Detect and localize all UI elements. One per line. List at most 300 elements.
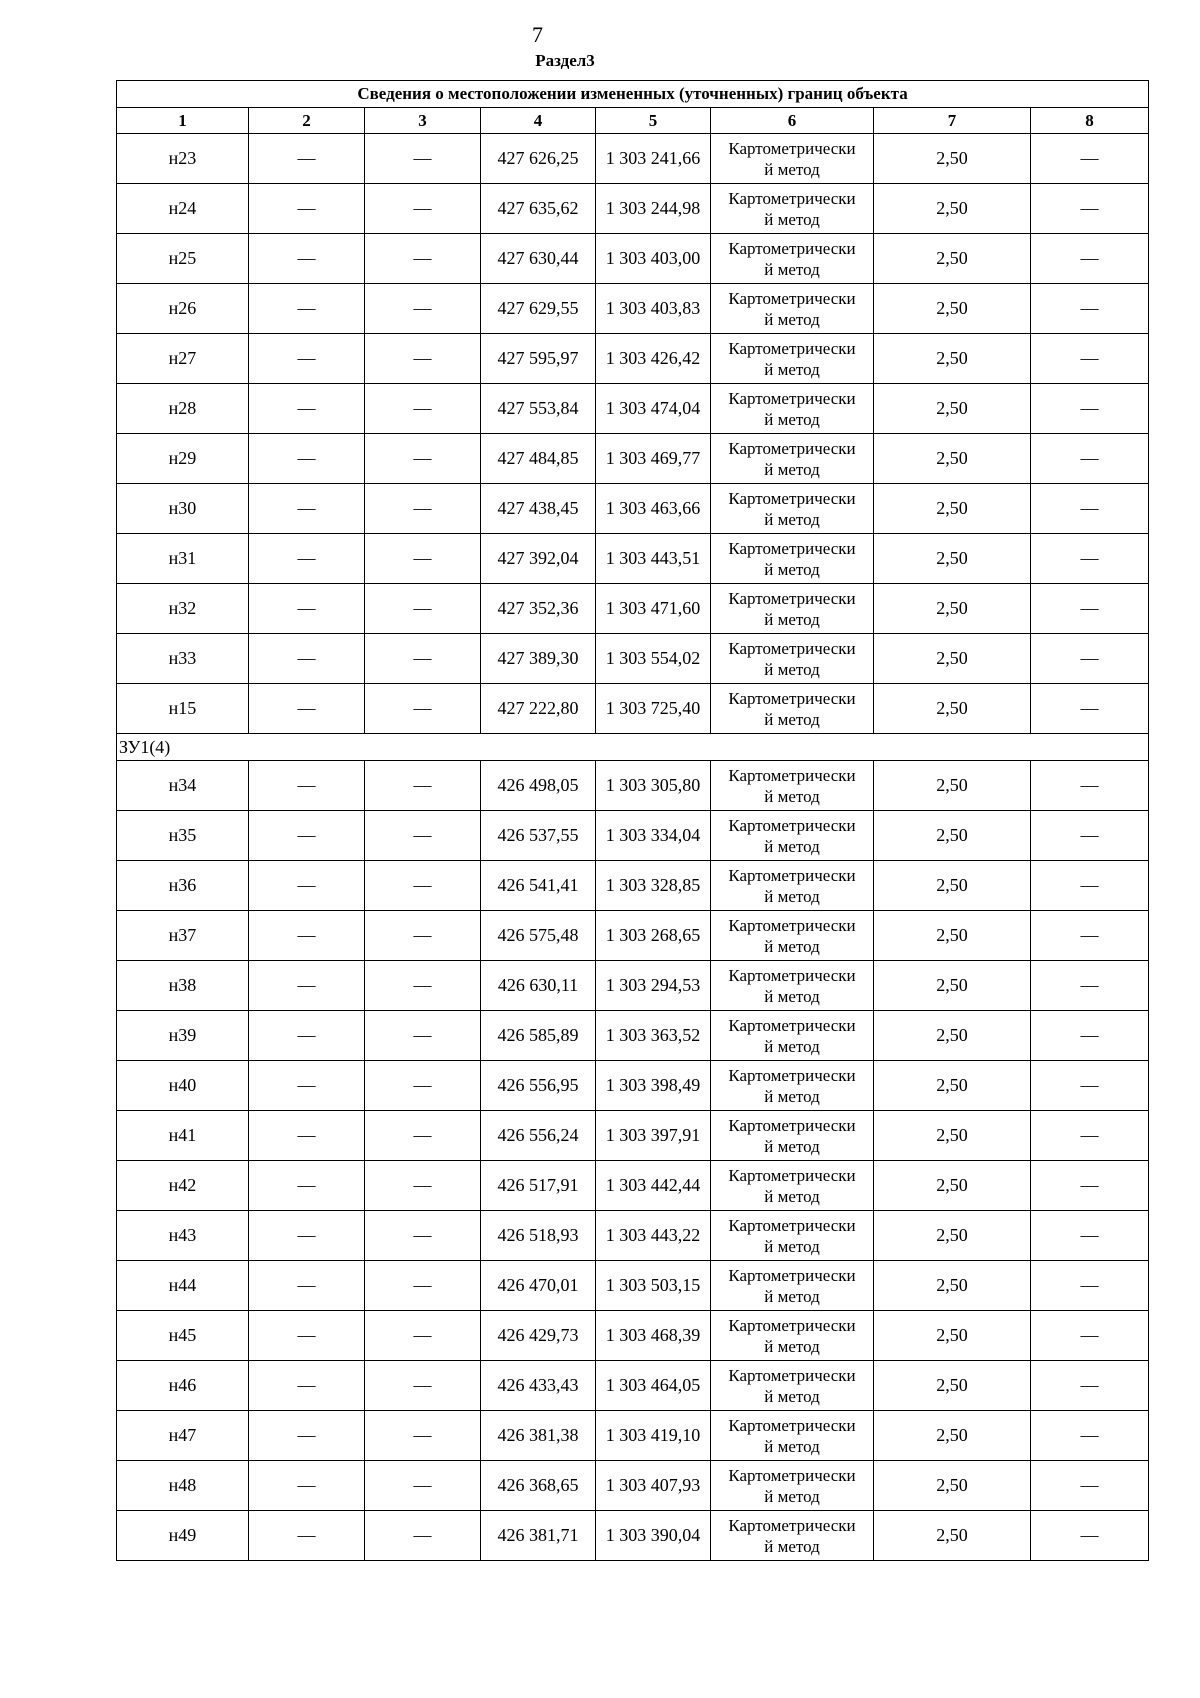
method-cell xyxy=(711,634,874,684)
column-number: 5 xyxy=(596,108,711,134)
y-coordinate-cell: 1 303 328,85 xyxy=(596,861,711,911)
point-cell: н25 xyxy=(117,234,249,284)
column-number: 8 xyxy=(1031,108,1149,134)
accuracy-cell: 2,50 xyxy=(874,334,1031,384)
empty-value-cell: — xyxy=(1031,534,1149,584)
method-cell xyxy=(711,761,874,811)
table-row xyxy=(117,534,1149,584)
column-number-row xyxy=(117,108,1149,134)
empty-value-cell: — xyxy=(249,761,365,811)
y-coordinate-cell: 1 303 474,04 xyxy=(596,384,711,434)
y-coordinate-cell: 1 303 442,44 xyxy=(596,1161,711,1211)
point-cell: н28 xyxy=(117,384,249,434)
y-coordinate-cell: 1 303 443,22 xyxy=(596,1211,711,1261)
table-row xyxy=(117,334,1149,384)
table-row xyxy=(117,911,1149,961)
x-coordinate-cell: 426 630,11 xyxy=(481,961,596,1011)
x-coordinate-cell: 426 575,48 xyxy=(481,911,596,961)
method-cell xyxy=(711,584,874,634)
empty-value-cell: — xyxy=(1031,1311,1149,1361)
method-text-line2: й метод xyxy=(764,559,820,579)
method-text-line2: й метод xyxy=(764,1536,820,1556)
empty-value-cell: — xyxy=(365,1111,481,1161)
x-coordinate-cell: 426 368,65 xyxy=(481,1461,596,1511)
section-title: Раздел3 xyxy=(535,51,595,70)
point-cell: н44 xyxy=(117,1261,249,1311)
method-text-line2: й метод xyxy=(764,209,820,229)
y-coordinate-cell: 1 303 403,83 xyxy=(596,284,711,334)
point-cell: н49 xyxy=(117,1511,249,1561)
column-number: 4 xyxy=(481,108,596,134)
table-row xyxy=(117,1511,1149,1561)
y-coordinate-cell: 1 303 464,05 xyxy=(596,1361,711,1411)
method-text-line2: й метод xyxy=(764,309,820,329)
table-row xyxy=(117,1061,1149,1111)
method-cell xyxy=(711,1111,874,1161)
method-cell xyxy=(711,484,874,534)
table-row xyxy=(117,634,1149,684)
empty-value-cell: — xyxy=(1031,384,1149,434)
empty-value-cell: — xyxy=(249,1111,365,1161)
method-text-line2: й метод xyxy=(764,886,820,906)
empty-value-cell: — xyxy=(1031,284,1149,334)
method-cell xyxy=(711,1411,874,1461)
empty-value-cell: — xyxy=(249,634,365,684)
method-text-line1: Картометрически xyxy=(728,1365,856,1385)
point-cell: н48 xyxy=(117,1461,249,1511)
method-text-line1: Картометрически xyxy=(728,865,856,885)
table-row xyxy=(117,1311,1149,1361)
empty-value-cell: — xyxy=(365,484,481,534)
method-text-line1: Картометрически xyxy=(728,338,856,358)
accuracy-cell: 2,50 xyxy=(874,861,1031,911)
empty-value-cell: — xyxy=(1031,1261,1149,1311)
table-row xyxy=(117,684,1149,734)
x-coordinate-cell: 427 438,45 xyxy=(481,484,596,534)
empty-value-cell: — xyxy=(249,334,365,384)
table-row xyxy=(117,861,1149,911)
y-coordinate-cell: 1 303 268,65 xyxy=(596,911,711,961)
empty-value-cell: — xyxy=(1031,434,1149,484)
empty-value-cell: — xyxy=(365,961,481,1011)
empty-value-cell: — xyxy=(1031,811,1149,861)
method-text-line1: Картометрически xyxy=(728,388,856,408)
accuracy-cell: 2,50 xyxy=(874,1261,1031,1311)
empty-value-cell: — xyxy=(1031,861,1149,911)
method-cell xyxy=(711,1511,874,1561)
accuracy-cell: 2,50 xyxy=(874,684,1031,734)
empty-value-cell: — xyxy=(249,1011,365,1061)
table-row xyxy=(117,1111,1149,1161)
empty-value-cell: — xyxy=(249,684,365,734)
method-cell xyxy=(711,234,874,284)
table-row xyxy=(117,1461,1149,1511)
x-coordinate-cell: 426 517,91 xyxy=(481,1161,596,1211)
empty-value-cell: — xyxy=(365,1061,481,1111)
empty-value-cell: — xyxy=(249,811,365,861)
method-text-line2: й метод xyxy=(764,936,820,956)
accuracy-cell: 2,50 xyxy=(874,284,1031,334)
x-coordinate-cell: 426 556,24 xyxy=(481,1111,596,1161)
method-cell xyxy=(711,134,874,184)
point-cell: н15 xyxy=(117,684,249,734)
empty-value-cell: — xyxy=(1031,234,1149,284)
method-cell xyxy=(711,811,874,861)
empty-value-cell: — xyxy=(365,1361,481,1411)
table-row xyxy=(117,811,1149,861)
accuracy-cell: 2,50 xyxy=(874,1211,1031,1261)
empty-value-cell: — xyxy=(249,434,365,484)
method-cell xyxy=(711,1011,874,1061)
empty-value-cell: — xyxy=(1031,1161,1149,1211)
empty-value-cell: — xyxy=(1031,484,1149,534)
empty-value-cell: — xyxy=(249,584,365,634)
y-coordinate-cell: 1 303 426,42 xyxy=(596,334,711,384)
x-coordinate-cell: 427 595,97 xyxy=(481,334,596,384)
empty-value-cell: — xyxy=(249,1411,365,1461)
accuracy-cell: 2,50 xyxy=(874,1411,1031,1461)
x-coordinate-cell: 426 556,95 xyxy=(481,1061,596,1111)
method-text-line2: й метод xyxy=(764,1486,820,1506)
method-text-line2: й метод xyxy=(764,1336,820,1356)
empty-value-cell: — xyxy=(249,1511,365,1561)
column-number: 2 xyxy=(249,108,365,134)
y-coordinate-cell: 1 303 468,39 xyxy=(596,1311,711,1361)
empty-value-cell: — xyxy=(1031,334,1149,384)
accuracy-cell: 2,50 xyxy=(874,134,1031,184)
y-coordinate-cell: 1 303 294,53 xyxy=(596,961,711,1011)
point-cell: н36 xyxy=(117,861,249,911)
empty-value-cell: — xyxy=(365,1311,481,1361)
method-text-line2: й метод xyxy=(764,459,820,479)
accuracy-cell: 2,50 xyxy=(874,634,1031,684)
empty-value-cell: — xyxy=(1031,1511,1149,1561)
method-cell xyxy=(711,1211,874,1261)
y-coordinate-cell: 1 303 725,40 xyxy=(596,684,711,734)
method-text-line2: й метод xyxy=(764,836,820,856)
point-cell: н45 xyxy=(117,1311,249,1361)
y-coordinate-cell: 1 303 241,66 xyxy=(596,134,711,184)
method-text-line1: Картометрически xyxy=(728,688,856,708)
point-cell: н43 xyxy=(117,1211,249,1261)
method-text-line1: Картометрически xyxy=(728,638,856,658)
method-text-line1: Картометрически xyxy=(728,1315,856,1335)
method-text-line2: й метод xyxy=(764,609,820,629)
point-cell: н32 xyxy=(117,584,249,634)
empty-value-cell: — xyxy=(249,384,365,434)
empty-value-cell: — xyxy=(365,1261,481,1311)
empty-value-cell: — xyxy=(365,1511,481,1561)
accuracy-cell: 2,50 xyxy=(874,1361,1031,1411)
empty-value-cell: — xyxy=(365,861,481,911)
empty-value-cell: — xyxy=(249,961,365,1011)
point-cell: н39 xyxy=(117,1011,249,1061)
page-number: 7 xyxy=(532,22,543,47)
table-row xyxy=(117,961,1149,1011)
x-coordinate-cell: 427 389,30 xyxy=(481,634,596,684)
empty-value-cell: — xyxy=(1031,911,1149,961)
method-text-line1: Картометрически xyxy=(728,1115,856,1135)
y-coordinate-cell: 1 303 554,02 xyxy=(596,634,711,684)
method-cell xyxy=(711,1361,874,1411)
method-text-line2: й метод xyxy=(764,259,820,279)
accuracy-cell: 2,50 xyxy=(874,1161,1031,1211)
point-cell: н41 xyxy=(117,1111,249,1161)
point-cell: н40 xyxy=(117,1061,249,1111)
method-cell xyxy=(711,534,874,584)
method-cell xyxy=(711,384,874,434)
empty-value-cell: — xyxy=(365,684,481,734)
x-coordinate-cell: 427 222,80 xyxy=(481,684,596,734)
empty-value-cell: — xyxy=(249,1161,365,1211)
empty-value-cell: — xyxy=(1031,1011,1149,1061)
table-body xyxy=(117,134,1149,1561)
x-coordinate-cell: 426 518,93 xyxy=(481,1211,596,1261)
empty-value-cell: — xyxy=(1031,134,1149,184)
table-row xyxy=(117,384,1149,434)
group-label: ЗУ1(4) xyxy=(117,734,1149,761)
empty-value-cell: — xyxy=(365,284,481,334)
empty-value-cell: — xyxy=(365,434,481,484)
x-coordinate-cell: 427 392,04 xyxy=(481,534,596,584)
accuracy-cell: 2,50 xyxy=(874,534,1031,584)
point-cell: н24 xyxy=(117,184,249,234)
empty-value-cell: — xyxy=(365,811,481,861)
y-coordinate-cell: 1 303 390,04 xyxy=(596,1511,711,1561)
empty-value-cell: — xyxy=(365,634,481,684)
y-coordinate-cell: 1 303 334,04 xyxy=(596,811,711,861)
table-row xyxy=(117,484,1149,534)
empty-value-cell: — xyxy=(249,1211,365,1261)
method-text-line2: й метод xyxy=(764,509,820,529)
point-cell: н38 xyxy=(117,961,249,1011)
table-row xyxy=(117,1011,1149,1061)
accuracy-cell: 2,50 xyxy=(874,184,1031,234)
y-coordinate-cell: 1 303 407,93 xyxy=(596,1461,711,1511)
method-text-line2: й метод xyxy=(764,1186,820,1206)
method-cell xyxy=(711,1461,874,1511)
empty-value-cell: — xyxy=(1031,684,1149,734)
empty-value-cell: — xyxy=(249,184,365,234)
y-coordinate-cell: 1 303 403,00 xyxy=(596,234,711,284)
point-cell: н31 xyxy=(117,534,249,584)
method-text-line2: й метод xyxy=(764,709,820,729)
method-cell xyxy=(711,434,874,484)
empty-value-cell: — xyxy=(365,1211,481,1261)
method-text-line1: Картометрически xyxy=(728,1165,856,1185)
empty-value-cell: — xyxy=(365,184,481,234)
x-coordinate-cell: 427 484,85 xyxy=(481,434,596,484)
x-coordinate-cell: 426 429,73 xyxy=(481,1311,596,1361)
empty-value-cell: — xyxy=(1031,1461,1149,1511)
y-coordinate-cell: 1 303 397,91 xyxy=(596,1111,711,1161)
empty-value-cell: — xyxy=(1031,961,1149,1011)
y-coordinate-cell: 1 303 398,49 xyxy=(596,1061,711,1111)
method-text-line2: й метод xyxy=(764,159,820,179)
empty-value-cell: — xyxy=(365,234,481,284)
accuracy-cell: 2,50 xyxy=(874,961,1031,1011)
empty-value-cell: — xyxy=(249,1361,365,1411)
method-text-line2: й метод xyxy=(764,659,820,679)
empty-value-cell: — xyxy=(1031,1361,1149,1411)
x-coordinate-cell: 426 433,43 xyxy=(481,1361,596,1411)
method-text-line2: й метод xyxy=(764,1036,820,1056)
method-cell xyxy=(711,1061,874,1111)
empty-value-cell: — xyxy=(249,284,365,334)
method-text-line1: Картометрически xyxy=(728,588,856,608)
point-cell: н42 xyxy=(117,1161,249,1211)
method-cell xyxy=(711,911,874,961)
table-row xyxy=(117,1411,1149,1461)
y-coordinate-cell: 1 303 469,77 xyxy=(596,434,711,484)
table-row xyxy=(117,1161,1149,1211)
table-title: Сведения о местоположении измененных (уточненных) границ объекта xyxy=(117,81,1149,108)
empty-value-cell: — xyxy=(365,134,481,184)
y-coordinate-cell: 1 303 244,98 xyxy=(596,184,711,234)
method-text-line1: Картометрически xyxy=(728,1265,856,1285)
accuracy-cell: 2,50 xyxy=(874,1111,1031,1161)
empty-value-cell: — xyxy=(365,1411,481,1461)
empty-value-cell: — xyxy=(365,584,481,634)
point-cell: н33 xyxy=(117,634,249,684)
empty-value-cell: — xyxy=(365,1461,481,1511)
point-cell: н47 xyxy=(117,1411,249,1461)
y-coordinate-cell: 1 303 463,66 xyxy=(596,484,711,534)
x-coordinate-cell: 427 352,36 xyxy=(481,584,596,634)
group-header-row xyxy=(117,734,1149,761)
x-coordinate-cell: 426 541,41 xyxy=(481,861,596,911)
table-row xyxy=(117,1211,1149,1261)
boundary-coordinates-table xyxy=(116,80,1149,1561)
method-cell xyxy=(711,184,874,234)
x-coordinate-cell: 427 553,84 xyxy=(481,384,596,434)
empty-value-cell: — xyxy=(249,1061,365,1111)
point-cell: н37 xyxy=(117,911,249,961)
method-text-line2: й метод xyxy=(764,1136,820,1156)
empty-value-cell: — xyxy=(249,1461,365,1511)
x-coordinate-cell: 426 537,55 xyxy=(481,811,596,861)
empty-value-cell: — xyxy=(249,861,365,911)
y-coordinate-cell: 1 303 419,10 xyxy=(596,1411,711,1461)
empty-value-cell: — xyxy=(365,1161,481,1211)
method-text-line2: й метод xyxy=(764,1436,820,1456)
empty-value-cell: — xyxy=(1031,1061,1149,1111)
accuracy-cell: 2,50 xyxy=(874,811,1031,861)
table-row xyxy=(117,584,1149,634)
x-coordinate-cell: 427 626,25 xyxy=(481,134,596,184)
accuracy-cell: 2,50 xyxy=(874,234,1031,284)
empty-value-cell: — xyxy=(249,534,365,584)
empty-value-cell: — xyxy=(365,1011,481,1061)
empty-value-cell: — xyxy=(365,334,481,384)
x-coordinate-cell: 427 629,55 xyxy=(481,284,596,334)
method-cell xyxy=(711,1261,874,1311)
method-text-line1: Картометрически xyxy=(728,1215,856,1235)
method-text-line1: Картометрически xyxy=(728,1515,856,1535)
empty-value-cell: — xyxy=(1031,584,1149,634)
empty-value-cell: — xyxy=(249,234,365,284)
method-text-line2: й метод xyxy=(764,1086,820,1106)
method-text-line1: Картометрически xyxy=(728,288,856,308)
method-cell xyxy=(711,684,874,734)
method-text-line1: Картометрически xyxy=(728,815,856,835)
empty-value-cell: — xyxy=(365,761,481,811)
empty-value-cell: — xyxy=(249,911,365,961)
method-cell xyxy=(711,284,874,334)
method-text-line1: Картометрически xyxy=(728,238,856,258)
method-text-line1: Картометрически xyxy=(728,138,856,158)
method-text-line1: Картометрически xyxy=(728,765,856,785)
accuracy-cell: 2,50 xyxy=(874,484,1031,534)
method-text-line2: й метод xyxy=(764,1236,820,1256)
method-text-line1: Картометрически xyxy=(728,1015,856,1035)
method-cell xyxy=(711,1311,874,1361)
method-text-line1: Картометрически xyxy=(728,1465,856,1485)
method-text-line1: Картометрически xyxy=(728,188,856,208)
accuracy-cell: 2,50 xyxy=(874,1461,1031,1511)
table-row xyxy=(117,184,1149,234)
accuracy-cell: 2,50 xyxy=(874,1011,1031,1061)
accuracy-cell: 2,50 xyxy=(874,1511,1031,1561)
accuracy-cell: 2,50 xyxy=(874,1061,1031,1111)
point-cell: н29 xyxy=(117,434,249,484)
method-text-line1: Картометрически xyxy=(728,1065,856,1085)
accuracy-cell: 2,50 xyxy=(874,384,1031,434)
empty-value-cell: — xyxy=(1031,761,1149,811)
method-text-line1: Картометрически xyxy=(728,915,856,935)
method-text-line1: Картометрически xyxy=(728,538,856,558)
column-number: 3 xyxy=(365,108,481,134)
accuracy-cell: 2,50 xyxy=(874,911,1031,961)
x-coordinate-cell: 426 381,71 xyxy=(481,1511,596,1561)
method-cell xyxy=(711,961,874,1011)
empty-value-cell: — xyxy=(249,134,365,184)
method-cell xyxy=(711,861,874,911)
x-coordinate-cell: 426 470,01 xyxy=(481,1261,596,1311)
table-row xyxy=(117,234,1149,284)
empty-value-cell: — xyxy=(1031,184,1149,234)
table-row xyxy=(117,134,1149,184)
point-cell: н35 xyxy=(117,811,249,861)
empty-value-cell: — xyxy=(365,384,481,434)
accuracy-cell: 2,50 xyxy=(874,1311,1031,1361)
y-coordinate-cell: 1 303 363,52 xyxy=(596,1011,711,1061)
method-text-line2: й метод xyxy=(764,1286,820,1306)
empty-value-cell: — xyxy=(249,484,365,534)
x-coordinate-cell: 426 585,89 xyxy=(481,1011,596,1061)
empty-value-cell: — xyxy=(1031,1411,1149,1461)
method-text-line2: й метод xyxy=(764,409,820,429)
method-text-line2: й метод xyxy=(764,1386,820,1406)
table-row xyxy=(117,761,1149,811)
accuracy-cell: 2,50 xyxy=(874,584,1031,634)
y-coordinate-cell: 1 303 305,80 xyxy=(596,761,711,811)
method-text-line1: Картометрически xyxy=(728,1415,856,1435)
empty-value-cell: — xyxy=(365,911,481,961)
method-text-line1: Картометрически xyxy=(728,438,856,458)
y-coordinate-cell: 1 303 503,15 xyxy=(596,1261,711,1311)
x-coordinate-cell: 426 381,38 xyxy=(481,1411,596,1461)
accuracy-cell: 2,50 xyxy=(874,761,1031,811)
table-title-row xyxy=(117,81,1149,108)
y-coordinate-cell: 1 303 471,60 xyxy=(596,584,711,634)
empty-value-cell: — xyxy=(365,534,481,584)
table-row xyxy=(117,1361,1149,1411)
empty-value-cell: — xyxy=(249,1311,365,1361)
empty-value-cell: — xyxy=(1031,1211,1149,1261)
accuracy-cell: 2,50 xyxy=(874,434,1031,484)
column-number: 1 xyxy=(117,108,249,134)
